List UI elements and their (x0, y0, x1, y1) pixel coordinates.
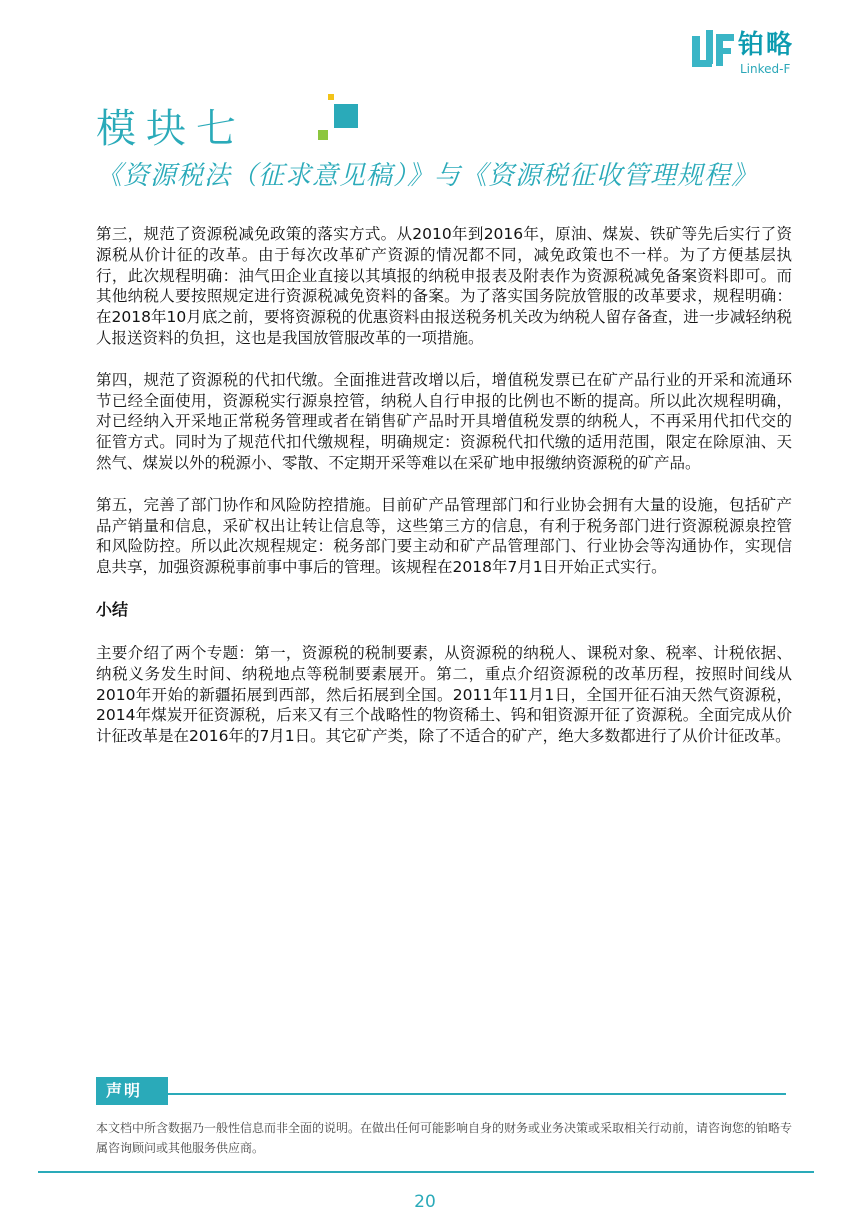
page-subtitle: 《资源税法（征求意见稿）》与《资源税征收管理规程》 (96, 161, 759, 191)
decorative-squares-icon (318, 94, 362, 142)
logo-mark-icon (692, 30, 734, 70)
paragraph-fifth: 第五，完善了部门协作和风险防控措施。目前矿产品管理部门和行业协会拥有大量的设施，包括矿产品产销量和信息，采矿权出让转让信息等，这些第三方的信息，有利于税务部门进行资源税源泉控管和风险防控。所以此次规程规定：税务部门要主动和矿产品管理部门、行业协会等沟通协作，实现信息共享，加强资源税事前事中事后的管理。该规程在2018年7月1日开始正式实行。 (96, 495, 792, 577)
paragraph-third: 第三，规范了资源税减免政策的落实方式。从2010年到2016年，原油、煤炭、铁矿等先后实行了资源税从价计征的改革。由于每次改革矿产资源的情况都不同，减免政策也不一样。为了方便基层执行，此次规程明确：油气田企业直接以其填报的纳税申报表及附表作为资源税减免备案资料即可。而其他纳税人要按照规定进行资源税减免资料的备案。为了落实国务院放管服的改革要求，规程明确：在2018年10月底之前，要将资源税的优惠资料由报送税务机关改为纳税人留存备查，进一步减轻纳税人报送资料的负担，这也是我国放管服改革的一项措施。 (96, 225, 792, 347)
disclaimer-text: 本文档中所含数据乃一般性信息而非全面的说明。在做出任何可能影响自身的财务或业务决策或采取相关行动前，请咨询您的铂略专属咨询顾问或其他服务供应商。 (96, 1121, 793, 1155)
main-content (96, 224, 792, 768)
brand-name-cn: 铂略 (738, 30, 795, 60)
brand-name-en: Linked-F (740, 62, 791, 76)
disclaimer-divider (168, 1093, 786, 1095)
footer-divider (38, 1171, 814, 1173)
paragraph-fourth: 第四，规范了资源税的代扣代缴。全面推进营改增以后，增值税发票已在矿产品行业的开采和流通环节已经全面使用，资源税实行源泉控管，纳税人自行申报的比例也不断的提高。所以此次规程明确，对已经纳入开采地正常税务管理或者在销售矿产品时开具增值税发票的纳税人，不再采用代扣代交的征管方式。同时为了规范代扣代缴规程，明确规定：资源税代扣代缴的适用范围，限定在除原油、天然气、煤炭以外的税源小、零散、不定期开采等难以在采矿地申报缴纳资源税的矿产品。 (96, 370, 792, 472)
disclaimer-label: 声明 (96, 1077, 168, 1105)
page-number: 20 (414, 1192, 436, 1212)
summary-heading: 小结 (96, 599, 129, 619)
disclaimer-header (96, 1077, 786, 1107)
module-title: 模块七 (96, 106, 246, 152)
summary-paragraph: 主要介绍了两个专题：第一，资源税的税制要素，从资源税的纳税人、课税对象、税率、计税依据、纳税义务发生时间、纳税地点等税制要素展开。第二，重点介绍资源税的改革历程，按照时间线从2010年开始的新疆拓展到西部，然后拓展到全国。2011年11月1日，全国开征石油天然气资源税，2014年煤炭开征资源税，后来又有三个战略性的物资稀土、钨和钼资源开征了资源税。全面完成从价计征改革是在2016年的7月1日。其它矿产类，除了不适合的矿产，绝大多数都进行了从价计征改革。 (96, 643, 792, 746)
brand-logo (692, 28, 822, 78)
